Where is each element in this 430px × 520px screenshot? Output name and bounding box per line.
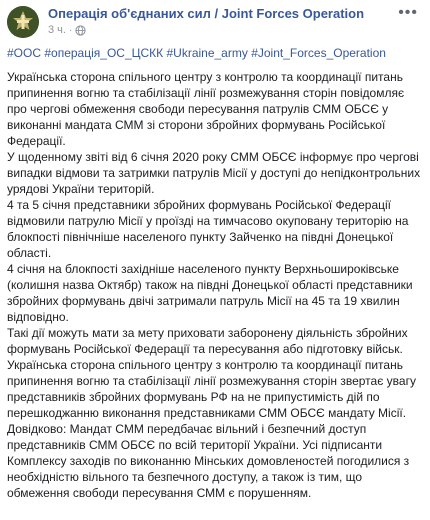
more-horizontal-icon[interactable]: ••• — [398, 4, 418, 21]
post-body — [7, 69, 425, 501]
avatar[interactable] — [7, 6, 39, 38]
post-paragraph: 4 та 5 січня представники збройних формувань Російської Федерації відмовили патрулю Місії у проїзді на тимчасово окуповану територію на блокпості північніше населеного пункту Зайченко на півдні Донецької області. — [7, 198, 409, 260]
post-paragraph: Українська сторона спільного центру з контролю та координації питань припинення вогню та стабілізації лінії розмежування сторін звертає увагу представників збройних формувань РФ на не припустимість дій по перешкоджанню виконання представниками СММ ОБСЄ мандату Місії. — [7, 358, 416, 420]
hashtag-link[interactable]: #операція_ОС_ЦСКК — [44, 46, 164, 60]
hashtag-link[interactable]: #ООС — [7, 46, 42, 60]
globe-icon — [75, 25, 86, 36]
post-meta — [48, 24, 86, 36]
meta-separator: · — [68, 24, 73, 36]
page-name-link[interactable]: Операція об'єднаних сил / Joint Forces Operation — [48, 6, 365, 21]
post-paragraph: Такі дії можуть мати за мету приховати заборонену діяльність збройних формувань Російської Федерації та пересування або підготовку військ. — [7, 326, 408, 356]
post-paragraph: Довідково: Мандат СММ передбачає вільний і безпечний доступ представників СММ ОБСЄ по всій території України. Усі підписанти Комплексу заходів по виконанню Мінських домовленостей погодилися з необхідністю вільного та безпечного доступу, а також із тим, що обмеження свободи пересування СММ є порушенням. — [7, 422, 410, 500]
post-paragraph: У щоденному звіті від 6 січня 2020 року СММ ОБСЄ інформує про чергові випадки відмови та затримки патрулів Місії у доступі до непідконтрольних урядові України територій. — [7, 150, 421, 196]
post-time[interactable]: 3 ч. — [48, 24, 66, 36]
hashtag-line — [7, 45, 425, 61]
post-paragraph: 4 січня на блокпості західніше населеного пункту Верхньошироківське (колишня назва Октябр) також на півдні Донецької області представники збройних формувань двічі затримали патруль Місії на 45 та 19 хвилин відповідно. — [7, 262, 413, 324]
post-header — [0, 0, 430, 40]
hashtag-link[interactable]: #Ukraine_army — [166, 46, 248, 60]
hashtag-link[interactable]: #Joint_Forces_Operation — [251, 46, 386, 60]
post-paragraph: Українська сторона спільного центру з контролю та координації питань припинення вогню та стабілізації лінії розмежування сторін повідомляє про чергові обмеження свободи пересування патрулів СММ ОБСЄ у виконанні мандата СММ зі сторони збройних формувань Російської Федерації. — [7, 70, 405, 148]
